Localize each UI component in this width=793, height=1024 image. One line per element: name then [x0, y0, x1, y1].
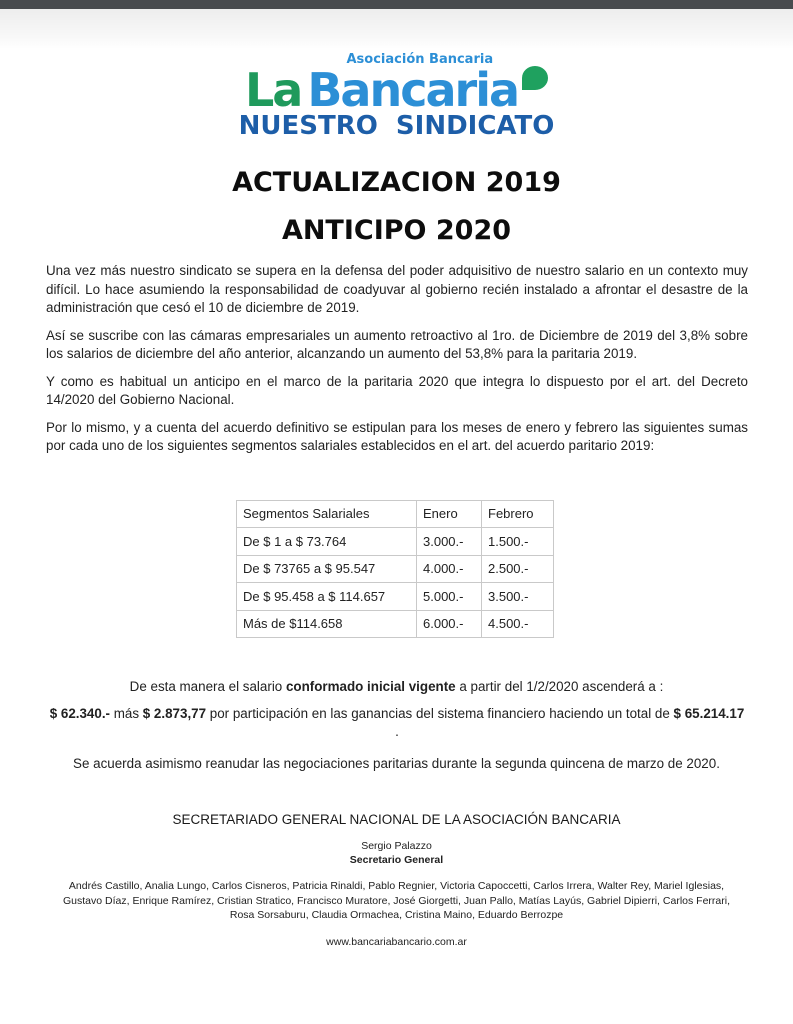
- logo-bancaria-text: Bancaria: [307, 63, 518, 117]
- logo-sindicato-text: NUESTRO SINDICATO: [238, 111, 555, 141]
- segment-cell: De $ 73765 a $ 95.547: [237, 555, 417, 583]
- segment-cell: Más de $114.658: [237, 610, 417, 638]
- signature-name: Sergio Palazzo: [361, 840, 432, 852]
- salary-intro-pre: De esta manera el salario: [129, 679, 286, 694]
- enero-cell: 6.000.-: [417, 610, 482, 638]
- paragraph-anticipo: Y como es habitual un anticipo en el marco de la paritaria 2020 que integra lo dispuesto por el art. del Decreto 14/2020 del Gobierno Nacional.: [46, 373, 748, 407]
- table-row: [237, 528, 554, 556]
- signature-org: SECRETARIADO GENERAL NACIONAL DE LA ASOCIACIÓN BANCARIA: [172, 812, 621, 827]
- table-header-row: [237, 500, 554, 528]
- table-row: [237, 610, 554, 638]
- header-febrero: Febrero: [482, 500, 554, 528]
- salary-trailing: .: [395, 724, 399, 739]
- salary-plus: más: [110, 706, 143, 721]
- title-actualizacion: ACTUALIZACION 2019: [232, 167, 561, 198]
- salary-total: [46, 705, 748, 741]
- enero-cell: 5.000.-: [417, 583, 482, 611]
- closing-text: Se acuerda asimismo reanudar las negociaciones paritarias durante la segunda quincena de marzo de 2020.: [73, 756, 720, 771]
- salary-intro: [0, 678, 793, 696]
- febrero-cell: 3.500.-: [482, 583, 554, 611]
- febrero-cell: 2.500.-: [482, 555, 554, 583]
- enero-cell: 4.000.-: [417, 555, 482, 583]
- signature-members: Andrés Castillo, Analia Lungo, Carlos Cisneros, Patricia Rinaldi, Pablo Regnier, Victoria Capoccetti, Carlos Irrera, Walter Rey, Mariel Iglesias, Gustavo Díaz, Enrique Ramírez, Cristian Stratico, Francisco Muratore, José Giorgetti, Juan Pallo, Matías Layús, Gabriel Dipierri, Carlos Ferrari, Rosa Sorsaburu, Claudia Ormachea, Cristina Maino, Eduardo Berrozpe: [63, 880, 730, 921]
- salary-intro-bold: conformado inicial vigente: [285, 679, 456, 694]
- table-row: [237, 555, 554, 583]
- paragraph-aumento: Así se suscribe con las cámaras empresariales un aumento retroactivo al 1ro. de Diciembre de 2019 del 3,8% sobre los salarios de diciembre del año anterior, alcanzando un aumento del 53,8% para la paritaria 2019.: [46, 327, 748, 361]
- logo-asociacion-text: Asociación Bancaria: [346, 52, 494, 67]
- header-segmentos: Segmentos Salariales: [237, 500, 417, 528]
- header-enero: Enero: [417, 500, 482, 528]
- salary-base: $ 62.340.-: [49, 706, 111, 721]
- salary-participation: $ 2.873,77: [142, 706, 207, 721]
- signature-role: Secretario General: [349, 854, 444, 866]
- salary-intro-post: a partir del 1/2/2020 ascenderá a :: [455, 679, 664, 694]
- logo-main-row: [244, 63, 548, 117]
- febrero-cell: 1.500.-: [482, 528, 554, 556]
- logo-dot-icon: [522, 66, 548, 90]
- febrero-cell: 4.500.-: [482, 610, 554, 638]
- segment-cell: De $ 1 a $ 73.764: [237, 528, 417, 556]
- enero-cell: 3.000.-: [417, 528, 482, 556]
- paragraph-sumas: Por lo mismo, y a cuenta del acuerdo definitivo se estipulan para los meses de enero y febrero las siguientes sumas por cada uno de los siguientes segmentos salariales establecidos en el art. del acuerdo paritario 2019:: [46, 419, 748, 453]
- logo-la-text: La: [244, 63, 302, 117]
- segment-cell: De $ 95.458 a $ 114.657: [237, 583, 417, 611]
- title-anticipo: ANTICIPO 2020: [281, 215, 512, 246]
- salary-segments-table: [236, 500, 554, 639]
- table-row: [237, 583, 554, 611]
- la-bancaria-logo: [0, 52, 793, 140]
- salary-middle: por participación en las ganancias del sistema financiero haciendo un total de: [206, 706, 674, 721]
- website-link[interactable]: www.bancariabancario.com.ar: [326, 935, 467, 948]
- paragraph-intro: Una vez más nuestro sindicato se supera en la defensa del poder adquisitivo de nuestro salario en un contexto muy difícil. Lo hace asumiendo la responsabilidad de coadyuvar al gobierno recién instalado a afrontar el desastre de la administración que cesó el 10 de diciembre de 2019.: [46, 263, 748, 315]
- salary-total-value: $ 65.214.17: [673, 706, 745, 721]
